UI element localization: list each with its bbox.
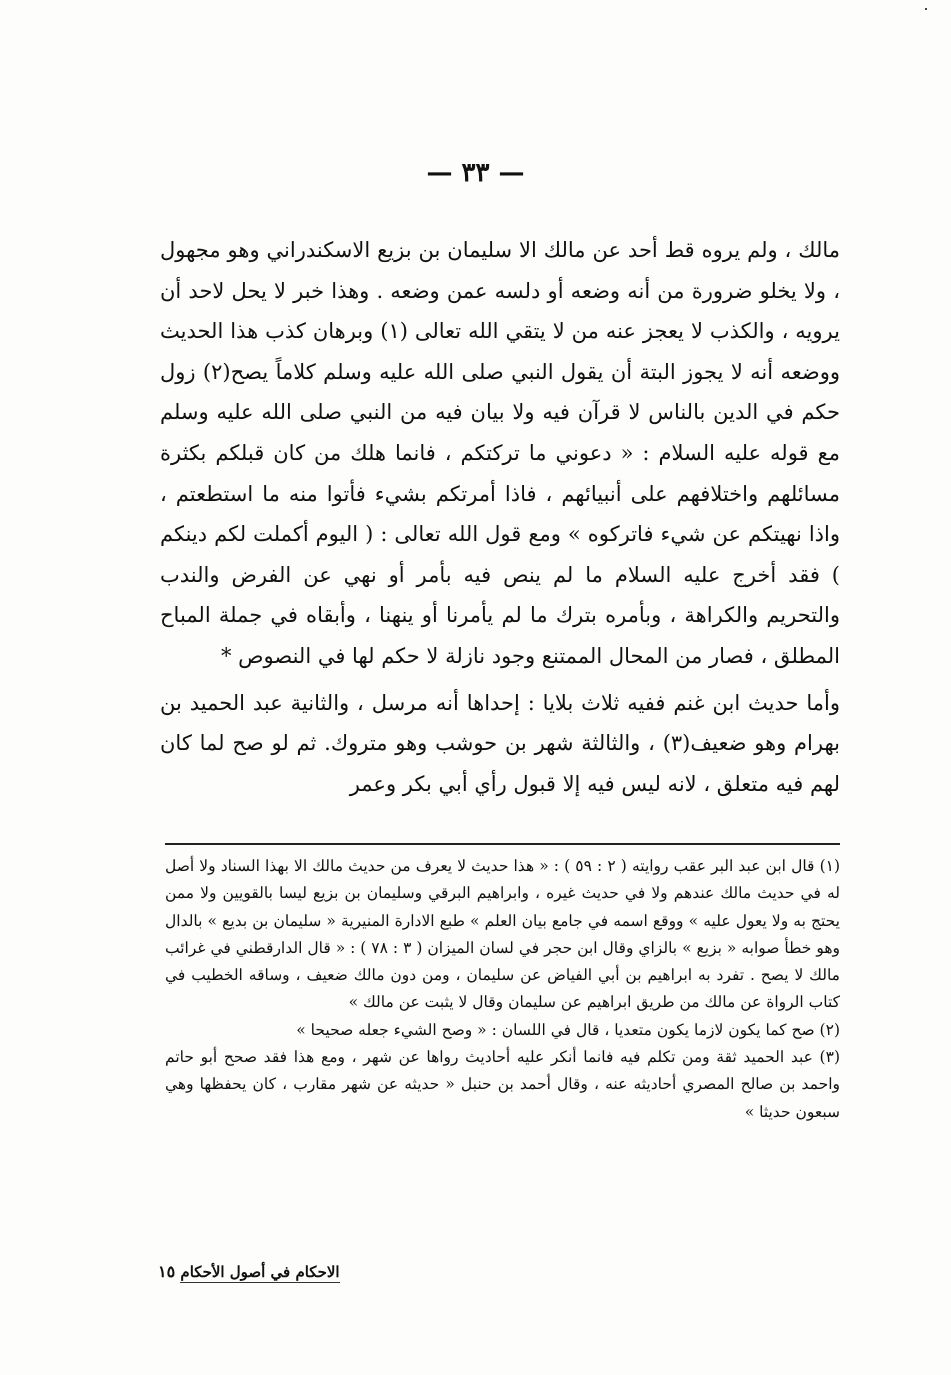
- paragraph-2: وأما حديث ابن غنم ففيه ثلاث بلايا : إحداها أنه مرسل ، والثانية عبد الحميد بن بهرام وهو ضعيف(٣) ، والثالثة شهر بن حوشب وهو متروك. ثم لو صح لما كان لهم فيه متعلق ، لانه ليس فيه إلا قبول رأي أبي بكر وعمر: [160, 690, 840, 796]
- footnotes: [165, 853, 840, 1126]
- page-number: — ٣٣ —: [426, 158, 525, 188]
- footnote-3: (٣) عبد الحميد ثقة ومن تكلم فيه فانما أنكر عليه أحاديث رواها عن شهر ، ومع هذا فقد صحح أبو حاتم واحمد بن صالح المصري أحاديثه عنه ، وقال أحمد بن حنبل « حديثه عن شهر مقارب ، كان يحفظها وهي سبعون حديثا »: [165, 1048, 840, 1121]
- scan-speck: [925, 8, 927, 10]
- signature-number: ١٥: [158, 1262, 176, 1281]
- paragraph-1: مالك ، ولم يروه قط أحد عن مالك الا سليمان بن بزيع الاسكندراني وهو مجهول ، ولا يخلو ضرورة من أنه وضعه أو دلسه عمن وضعه . وهذا خبر لا يحل لاحد أن يرويه ، والكذب لا يعجز عنه من لا يتقي الله تعالى (١) وبرهان كذب هذا الحديث ووضعه أنه لا يجوز البتة أن يقول النبي صلى الله عليه وسلم كلاماً يصح(٢) زول حكم في الدين بالناس لا قرآن فيه ولا بيان فيه من النبي صلى الله عليه وسلم مع قوله عليه السلام : « دعوني ما تركتكم ، فانما هلك من كان قبلكم بكثرة مسائلهم واختلافهم على أنبيائهم ، فاذا أمرتكم بشيء فأتوا منه ما استطعتم ، واذا نهيتكم عن شيء فاتركوه » ومع قول الله تعالى : ( اليوم أكملت لكم دينكم ) فقد أخرج عليه السلام ما لم ينص فيه بأمر أو نهي عن الفرض والندب والتحريم والكراهة ، وبأمره بترك ما لم يأمرنا أو ينهنا ، وأبقاه في جملة المباح المطلق ، فصار من المحال الممتنع وجود نازلة لا حكم لها في النصوص *: [160, 238, 840, 668]
- printer-signature: [150, 1262, 380, 1283]
- main-text: [160, 230, 840, 804]
- footnote-separator: [165, 843, 840, 845]
- footnote-2: (٢) صح كما يكون لازما يكون متعديا ، قال في اللسان : « وصح الشيء جعله صحيحا »: [296, 1020, 840, 1039]
- signature-title: الاحكام في أصول الأحكام: [180, 1263, 340, 1281]
- footnote-1: (١) قال ابن عبد البر عقب روايته ( ٢ : ٥٩ ) : « هذا حديث لا يعرف من حديث مالك الا بهذا السناد ولا أصل له في حديث مالك عندهم ولا في حديث غيره ، وابراهيم البرقي وسليمان بن بزيع ليسا بالقويين ولا ممن يحتج به ولا يعول عليه » ووقع اسمه في جامع بيان العلم » طبع الادارة المنيرية « سليمان بن بديع » بالدال وهو خطأ صوابه « بزيع » بالزاي وقال ابن حجر في لسان الميزان ( ٣ : ٧٨ ) : « قال الدارقطني في غرائب مالك لا يصح . تفرد به ابراهيم بن أبي الفياض عن سليمان ، ومن دون مالك ضعيف ، وساقه الخطيب في كتاب الرواة عن مالك من طريق ابراهيم عن سليمان وقال لا يثبت عن مالك »: [165, 857, 841, 1012]
